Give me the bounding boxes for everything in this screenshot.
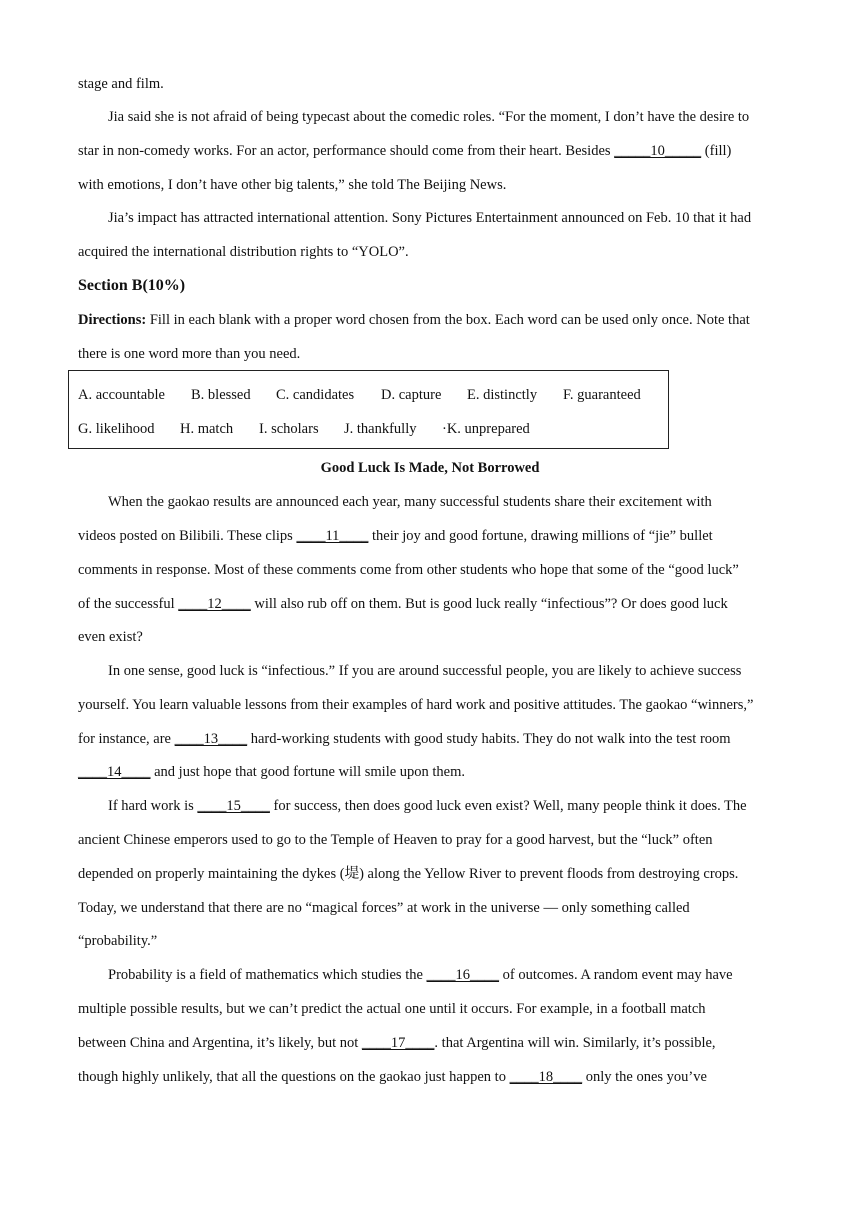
paragraph-line (78, 762, 465, 782)
word-option: B. blessed (191, 387, 251, 403)
paragraph-line (108, 796, 747, 816)
word-option: G. likelihood (78, 421, 155, 437)
text-run: . that Argentina will win. Similarly, it’s possible, (434, 1035, 716, 1051)
directions-line: there is one word more than you need. (78, 346, 301, 362)
text-run: of the successful (78, 596, 179, 612)
word-option: E. distinctly (467, 387, 538, 403)
paragraph-line: Jia’s impact has attracted international attention. Sony Pictures Entertainment announced on Feb. 10 that it had (108, 210, 752, 226)
paragraph-line: Today, we understand that there are no “magical forces” at work in the universe — only something called (78, 900, 690, 916)
text-run: star in non-comedy works. For an actor, performance should come from their heart. Besides (78, 143, 615, 159)
text-run: between China and Argentina, it’s likely, but not (78, 1035, 362, 1051)
text-run: though highly unlikely, that all the questions on the gaokao just happen to (78, 1069, 510, 1085)
paragraph-line (78, 1033, 716, 1053)
word-option: F. guaranteed (563, 387, 641, 403)
blank-12: ____12____ (178, 596, 251, 612)
blank-11: ____11____ (296, 528, 369, 544)
blank-14: ____14____ (78, 764, 151, 780)
text-run: only the ones you’ve (582, 1069, 707, 1085)
text-run: for success, then does good luck even exist? Well, many people think it does. The (269, 798, 747, 814)
word-option: A. accountable (78, 387, 165, 403)
word-option: D. capture (381, 387, 442, 403)
paragraph-line: with emotions, I don’t have other big talents,” she told The Beijing News. (78, 177, 507, 193)
paragraph-line: Jia said she is not afraid of being typecast about the comedic roles. “For the moment, I don’t have the desire to (108, 109, 750, 125)
paragraph-line: When the gaokao results are announced each year, many successful students share their excitement with (108, 494, 712, 510)
paragraph-line (78, 526, 713, 546)
word-box (68, 370, 669, 449)
paragraph-line (78, 141, 731, 161)
paragraph-line (78, 729, 731, 749)
blank-15: ____15____ (197, 798, 270, 814)
directions-label: Directions: (78, 312, 147, 328)
directions-line (78, 310, 750, 330)
text-run: If hard work is (108, 798, 198, 814)
text-run: Probability is a field of mathematics which studies the (108, 967, 427, 983)
blank-13: ____13____ (174, 731, 248, 747)
text-run: and just hope that good fortune will smile upon them. (150, 764, 466, 780)
word-option: C. candidates (276, 387, 355, 403)
paragraph-line: ancient Chinese emperors used to go to the Temple of Heaven to pray for a good harvest, but the “luck” often (78, 832, 713, 848)
passage-title: Good Luck Is Made, Not Borrowed (320, 460, 540, 476)
word-option: H. match (180, 421, 234, 437)
paragraph-line: depended on properly maintaining the dykes (堤) along the Yellow River to prevent floods from destroying crops. (78, 866, 739, 882)
text-run: will also rub off on them. But is good luck really “infectious”? Or does good luck (250, 596, 728, 612)
paragraph-line: “probability.” (78, 933, 158, 949)
blank-16: ____16____ (426, 967, 500, 983)
word-option: ·K. unprepared (442, 421, 530, 437)
text-run: (fill) (701, 143, 732, 159)
word-option: I. scholars (259, 421, 319, 437)
word-option: J. thankfully (344, 421, 417, 437)
section-title: Section B(10%) (78, 277, 186, 294)
blank-18: ____18____ (509, 1069, 583, 1085)
paragraph-line: multiple possible results, but we can’t predict the actual one until it occurs. For example, in a football match (78, 1001, 706, 1017)
text-run: hard-working students with good study habits. They do not walk into the test room (247, 731, 731, 747)
paragraph-line (78, 594, 728, 614)
paragraph-line: In one sense, good luck is “infectious.” If you are around successful people, you are likely to achieve success (108, 663, 742, 679)
paragraph-line (78, 1067, 707, 1087)
paragraph-line: comments in response. Most of these comments come from other students who hope that some of the “good luck” (78, 562, 739, 578)
paragraph-line: acquired the international distribution rights to “YOLO”. (78, 244, 409, 260)
text-run: videos posted on Bilibili. These clips (78, 528, 297, 544)
paragraph-line (108, 965, 733, 985)
paragraph-line: yourself. You learn valuable lessons from their examples of hard work and positive attitudes. The gaokao “winners,” (78, 697, 754, 713)
blank-10: _____10_____ (614, 143, 702, 159)
text-run: their joy and good fortune, drawing millions of “jie” bullet (368, 528, 713, 544)
text-run: of outcomes. A random event may have (499, 967, 733, 983)
text-run: for instance, are (78, 731, 175, 747)
paragraph-line: stage and film. (78, 76, 164, 92)
blank-17: ____17____ (361, 1035, 435, 1051)
paragraph-line: even exist? (78, 629, 143, 645)
text-run: Fill in each blank with a proper word chosen from the box. Each word can be used only once. Note that (146, 312, 750, 328)
